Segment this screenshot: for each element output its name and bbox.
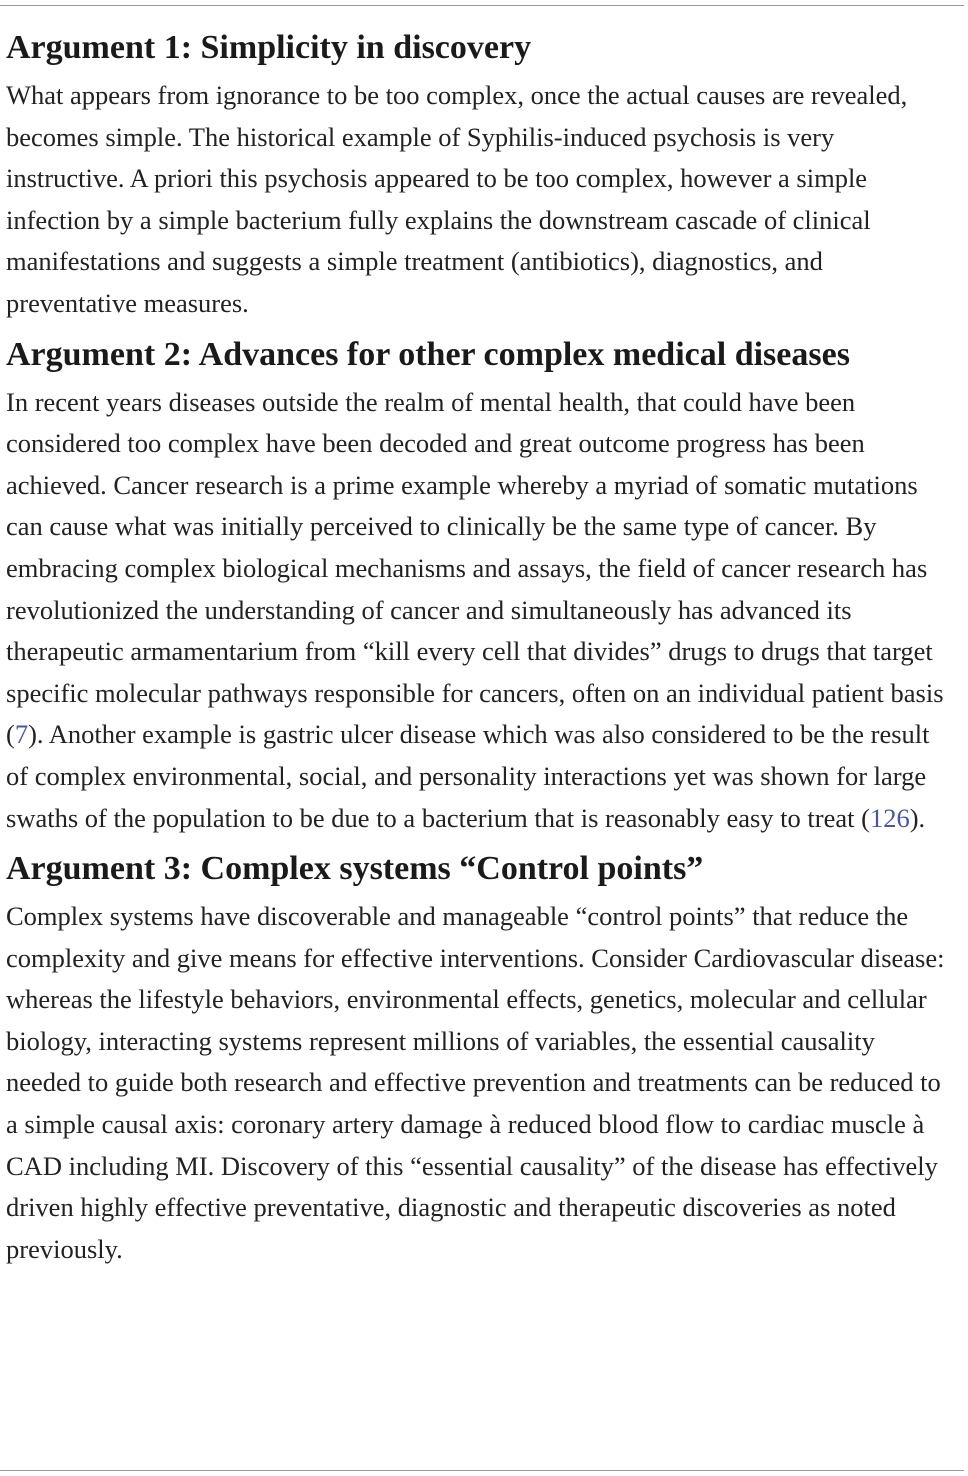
article-body bbox=[6, 26, 956, 1278]
reference-link[interactable]: 126 bbox=[869, 802, 910, 833]
section-heading: Argument 1: Simplicity in discovery bbox=[6, 29, 532, 66]
section-heading: Argument 2: Advances for other complex medical diseases bbox=[6, 335, 850, 373]
top-divider bbox=[0, 5, 964, 6]
paragraph-text: ). bbox=[909, 802, 926, 833]
section-argument-2 bbox=[6, 333, 956, 840]
section-argument-1 bbox=[6, 26, 956, 325]
paragraph-text: In recent years diseases outside the realm of mental health, that could have been considered too complex have been decoded and great outcome progress has been achieved. Cancer research is a prime example whereby a myriad of somatic mutations can cause what was initially perceived to clinically be the same type of cancer. By embracing complex biological mechanisms and assays, the field of cancer research has revolutionized the understanding of cancer and simultaneously has advanced its therapeutic armamentarium from “kill every cell that divides” drugs to drugs that target specific molecular pathways responsible for cancers, often on an individual patient basis ( bbox=[6, 386, 944, 750]
section-argument-3 bbox=[6, 847, 956, 1270]
paragraph-text: ). Another example is gastric ulcer disease which was also considered to be the result of complex environmental, social, and personality interactions yet was shown for large swaths of the population to be due to a bacterium that is reasonably easy to treat ( bbox=[6, 719, 930, 833]
section-paragraph: Complex systems have discoverable and manageable “control points” that reduce the complexity and give means for effective interventions. Consider Cardiovascular disease: whereas the lifestyle behaviors, environmental effects, genetics, molecular and cellular biology, interacting systems represent millions of variables, the essential causality needed to guide both research and effective prevention and treatments can be reduced to a simple causal axis: coronary artery damage à reduced blood flow to cardiac muscle à CAD including MI. Discovery of this “essential causality” of the disease has effectively driven highly effective preventative, diagnostic and therapeutic discoveries as noted previously. bbox=[6, 901, 945, 1264]
bottom-divider bbox=[0, 1470, 964, 1471]
section-paragraph: What appears from ignorance to be too complex, once the actual causes are revealed, becomes simple. The historical example of Syphilis-induced psychosis is very instructive. A priori this psychosis appeared to be too complex, however a simple infection by a simple bacterium fully explains the downstream cascade of clinical manifestations and suggests a simple treatment (antibiotics), diagnostics, and preventative measures. bbox=[6, 80, 908, 318]
section-paragraph bbox=[6, 382, 956, 840]
reference-link[interactable]: 7 bbox=[14, 719, 29, 750]
section-heading: Argument 3: Complex systems “Control points” bbox=[6, 850, 704, 888]
